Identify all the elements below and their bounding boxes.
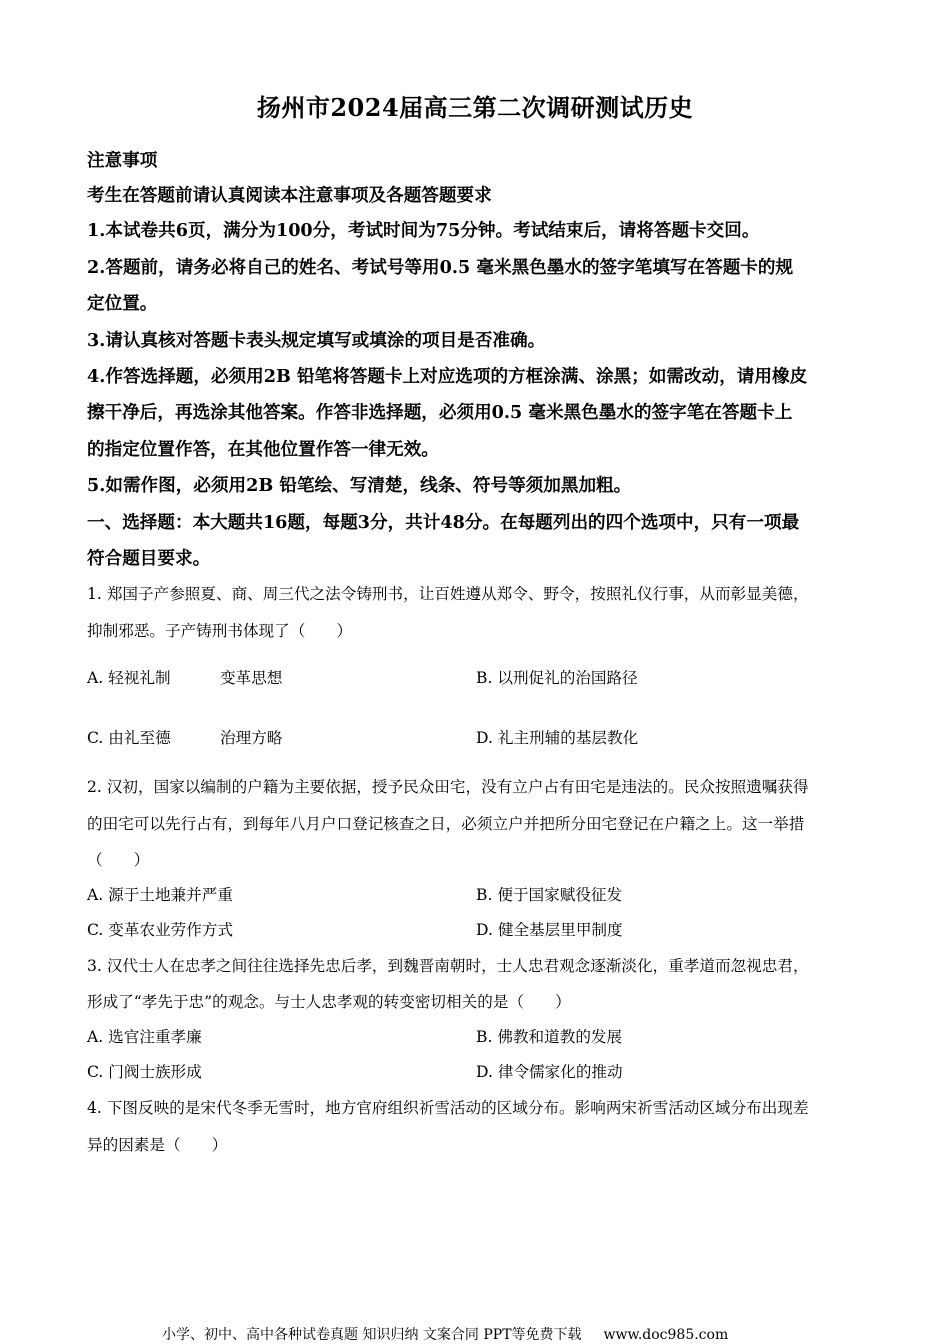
question-1-option-d: D. 礼主刑辅的基层教化 (476, 729, 639, 747)
question-1-option-c: C. 由礼至德 (87, 729, 171, 747)
section-heading: 一、选择题：本大题共16题，每题3分，共计48分。在每题列出的四个选项中，只有一项最 (87, 512, 800, 533)
notice-heading: 注意事项 (87, 150, 158, 171)
notice-item: 2.答题前，请务必将自己的姓名、考试号等用0.5 毫米黑色墨水的签字笔填写在答题卡的规 (87, 257, 794, 278)
question-4-text: 异的因素是（ ） (87, 1136, 228, 1154)
question-1-option-b: B. 以刑促礼的治国路径 (476, 669, 638, 687)
footer-url[interactable]: www.doc985.com (603, 1327, 729, 1343)
notice-item: 的指定位置作答，在其他位置作答一律无效。 (87, 439, 439, 460)
question-2-option-a: A. 源于土地兼并严重 (87, 886, 233, 904)
question-1-option-c-cont: 治理方略 (220, 729, 283, 747)
question-2-text: 2. 汉初，国家以编制的户籍为主要依据，授予民众田宅，没有立户占有田宅是违法的。民众按照遗嘱获得 (87, 778, 809, 796)
section-heading: 符合题目要求。 (87, 548, 211, 569)
question-2-text: （ ） (87, 851, 150, 869)
notice-item: 4.作答选择题，必须用2B 铅笔将答题卡上对应选项的方框涂满、涂黑；如需改动，请用橡皮 (87, 366, 808, 387)
question-2-option-d: D. 健全基层里甲制度 (476, 921, 623, 939)
question-3-option-a: A. 选官注重孝廉 (87, 1028, 202, 1046)
question-2-option-b: B. 便于国家赋役征发 (476, 886, 623, 904)
notice-item: 5.如需作图，必须用2B 铅笔绘、写清楚，线条、符号等须加黑加粗。 (87, 475, 632, 496)
question-4-text: 4. 下图反映的是宋代冬季无雪时，地方官府组织祈雪活动的区域分布。影响两宋祈雪活动区域分布出现差 (87, 1099, 809, 1117)
question-1-option-a: A. 轻视礼制 (87, 669, 171, 687)
notice-item: 1.本试卷共6页，满分为100分，考试时间为75分钟。考试结束后，请将答题卡交回。 (87, 220, 760, 241)
question-3-text: 形成了“孝先于忠”的观念。与士人忠孝观的转变密切相关的是（ ） (87, 993, 571, 1011)
page-title: 扬州市2024届高三第二次调研测试历史 (256, 93, 694, 122)
question-3-option-c: C. 门阀士族形成 (87, 1063, 202, 1081)
notice-item: 3.请认真核对答题卡表头规定填写或填涂的项目是否准确。 (87, 330, 546, 351)
question-1-text: 1. 郑国子产参照夏、商、周三代之法令铸刑书，让百姓遵从郑令、野令，按照礼仪行事，从而彰显美德， (87, 585, 809, 603)
question-3-option-b: B. 佛教和道教的发展 (476, 1028, 623, 1046)
question-2-option-c: C. 变革农业劳作方式 (87, 921, 234, 939)
question-3-option-d: D. 律令儒家化的推动 (476, 1063, 623, 1081)
footer-text: 小学、初中、高中各种试卷真题 知识归纳 文案合同 PPT等免费下载 (162, 1327, 582, 1343)
question-2-text: 的田宅可以先行占有，到每年八月户口登记核查之日，必须立户并把所分田宅登记在户籍之上。这一举措 (87, 815, 805, 833)
question-1-text: 抑制邪恶。子产铸刑书体现了（ ） (87, 622, 353, 640)
question-1-option-a-cont: 变革思想 (220, 669, 283, 687)
question-3-text: 3. 汉代士人在忠孝之间往往选择先忠后孝，到魏晋南朝时，士人忠君观念逐渐淡化，重孝道而忽视忠君， (87, 957, 809, 975)
notice-intro: 考生在答题前请认真阅读本注意事项及各题答题要求 (87, 185, 492, 206)
notice-item: 擦干净后，再选涂其他答案。作答非选择题，必须用0.5 毫米黑色墨水的签字笔在答题卡上 (87, 402, 793, 423)
notice-item: 定位置。 (87, 293, 158, 314)
page-footer (162, 1324, 728, 1344)
